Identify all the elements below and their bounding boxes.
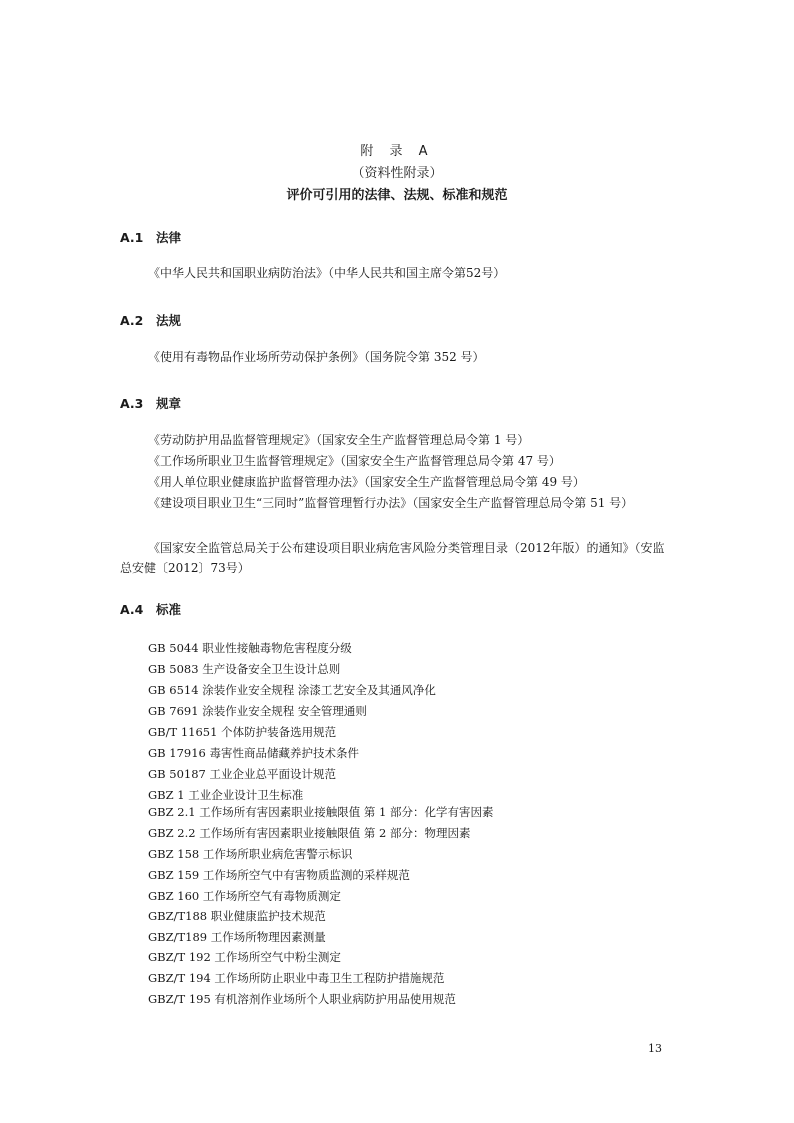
standard-item: GBZ 158 工作场所职业病危害警示标识: [148, 847, 353, 861]
list-item: 《工作场所职业卫生监督管理规定》（国家安全生产监督管理总局令第 47 号）: [148, 454, 561, 468]
list-item: 《中华人民共和国职业病防治法》（中华人民共和国主席令第52号）: [148, 266, 506, 280]
standard-item: GB/T 11651 个体防护装备选用规范: [148, 725, 337, 739]
section-heading-rules: [120, 394, 181, 412]
standard-item: GB 17916 毒害性商品储藏养护技术条件: [148, 746, 360, 760]
appendix-subheading: （资料性附录）: [351, 166, 443, 181]
section-title: 规章: [156, 396, 182, 411]
section-heading-regulations: [120, 311, 181, 329]
standard-item: GB 5044 职业性接触毒物危害程度分级: [148, 641, 352, 655]
standard-item: GBZ 160 工作场所空气有毒物质测定: [148, 889, 341, 903]
standard-item: GBZ 1 工业企业设计卫生标准: [148, 788, 304, 802]
standard-item: GBZ/T 192 工作场所空气中粉尘测定: [148, 950, 341, 964]
section-number: A.3: [120, 396, 144, 411]
standard-item: GBZ 159 工作场所空气中有害物质监测的采样规范: [148, 868, 410, 882]
section-title: 标准: [156, 602, 182, 617]
standard-item: GBZ/T 195 有机溶剂作业场所个人职业病防护用品使用规范: [148, 992, 456, 1006]
standard-item: GB 7691 涂装作业安全规程 安全管理通则: [148, 704, 367, 718]
standard-item: GBZ 2.1 工作场所有害因素职业接触限值 第 1 部分：化学有害因素: [148, 805, 494, 819]
section-heading-standards: [120, 600, 181, 618]
section-number: A.4: [120, 602, 144, 617]
list-item: 《使用有毒物品作业场所劳动保护条例》（国务院令第 352 号）: [148, 350, 485, 364]
list-item: 《国家安全监管总局关于公布建设项目职业病危害风险分类管理目录（2012年版）的通知》（安监总安健〔2012〕73号）: [120, 541, 665, 575]
appendix-heading: 附 录 A: [360, 144, 434, 159]
list-item: 《用人单位职业健康监护监督管理办法》（国家安全生产监督管理总局令第 49 号）: [148, 475, 585, 489]
standard-item: GBZ/T189 工作场所物理因素测量: [148, 930, 326, 944]
page-number: 13: [648, 1042, 662, 1055]
section-number: A.2: [120, 313, 144, 328]
list-item: 《建设项目职业卫生“三同时”监督管理暂行办法》（国家安全生产监督管理总局令第 51 号）: [148, 496, 634, 510]
appendix-title: 评价可引用的法律、法规、标准和规范: [286, 188, 508, 203]
section-number: A.1: [120, 230, 144, 245]
standard-item: GBZ/T 194 工作场所防止职业中毒卫生工程防护措施规范: [148, 971, 445, 985]
standard-item: GBZ/T188 职业健康监护技术规范: [148, 909, 326, 923]
list-item: 《劳动防护用品监督管理规定》（国家安全生产监督管理总局令第 1 号）: [148, 433, 530, 447]
standard-item: GB 50187 工业企业总平面设计规范: [148, 767, 337, 781]
section-title: 法规: [156, 313, 182, 328]
standard-item: GB 6514 涂装作业安全规程 涂漆工艺安全及其通风净化: [148, 683, 436, 697]
section-title: 法律: [156, 230, 182, 245]
standard-item: GBZ 2.2 工作场所有害因素职业接触限值 第 2 部分：物理因素: [148, 826, 471, 840]
standard-item: GB 5083 生产设备安全卫生设计总则: [148, 662, 341, 676]
section-heading-laws: [120, 228, 181, 246]
